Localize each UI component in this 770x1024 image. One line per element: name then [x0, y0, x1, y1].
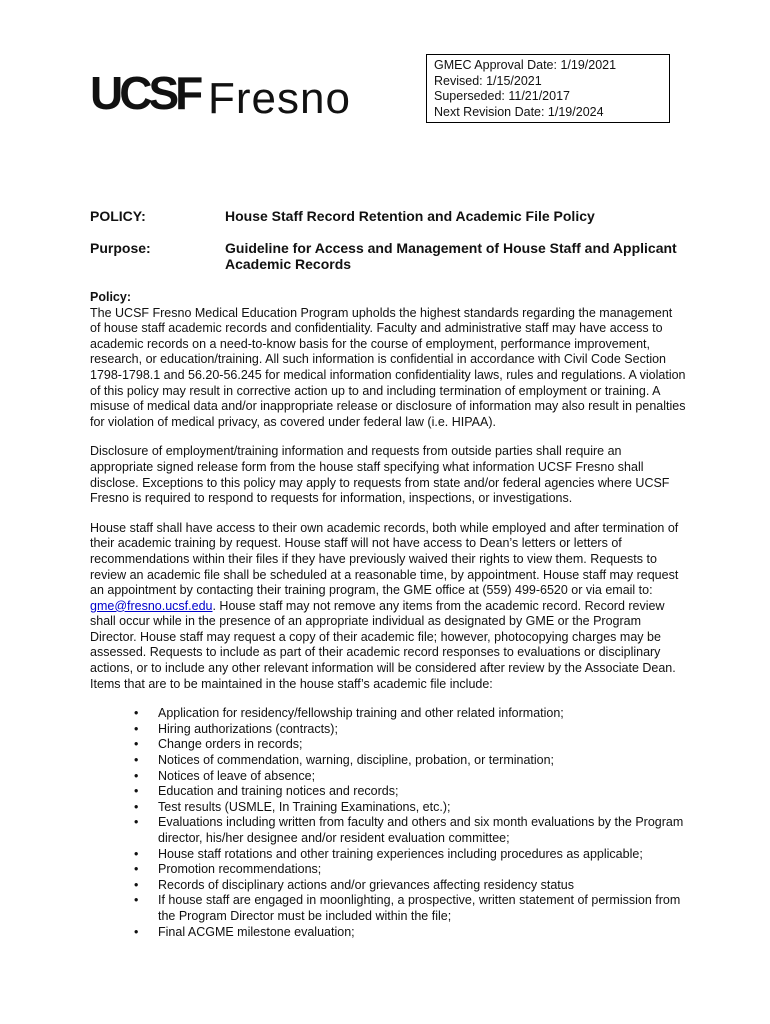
access-paragraph: [90, 521, 686, 693]
bullet-icon: •: [134, 924, 139, 939]
list-item-text: Notices of leave of absence;: [158, 768, 316, 783]
policy-text: The UCSF Fresno Medical Education Program upholds the highest standards regarding the management of house staff academic records and confidentiality. Faculty and administrative staff may have access to academic records on a need-to-know basis for the course of employment, performance improvement, research, or education/training. All such information is confidential in accordance with Civil Code Section 1798-1798.1 and 56.20-56.245 for medical information confidentiality laws, rules and regulations. A violation of this policy may result in corrective action up to and including termination of employment or training. A misuse of medical data and/or inappropriate release or disclosure of information may also result in penalties for violation of medical privacy, as covered under federal law (i.e. HIPAA).: [90, 305, 686, 429]
policy-label: POLICY:: [90, 208, 146, 224]
disclosure-paragraph: Disclosure of employment/training information and requests from outside parties shall require an appropriate signed release form from the house staff specifying what information UCSF Fresno shall disclose. Exceptions to this policy may apply to requests from state and/or federal agencies where UCSF Fresno is required to respond to requests for information, inspections, or investigations.: [90, 444, 670, 506]
list-item-text: Application for residency/fellowship training and other related information;: [158, 706, 564, 721]
policy-paragraph: [90, 290, 686, 430]
list-item: [90, 815, 686, 846]
policy-body: [90, 290, 686, 940]
revised-date: Revised: 1/15/2021: [434, 73, 542, 88]
bullet-icon: •: [134, 893, 139, 908]
list-item: [90, 800, 686, 816]
list-item-text: Education and training notices and records;: [158, 784, 399, 799]
list-item: [90, 878, 686, 894]
list-item: [90, 784, 686, 800]
list-item-text: Records of disciplinary actions and/or grievances affecting residency status: [158, 877, 574, 892]
logo-ucsf-wordmark: UCSF: [90, 67, 200, 119]
bullet-icon: •: [134, 706, 139, 721]
bullet-icon: •: [134, 815, 139, 830]
bullet-icon: •: [134, 721, 139, 736]
list-item: [90, 862, 686, 878]
bullet-icon: •: [134, 784, 139, 799]
policy-heading: Policy:: [90, 290, 131, 304]
bullet-icon: •: [134, 799, 139, 814]
bullet-icon: •: [134, 737, 139, 752]
list-item: [90, 722, 686, 738]
list-item: [90, 737, 686, 753]
list-item-text: Promotion recommendations;: [158, 862, 322, 877]
list-item: [90, 847, 686, 863]
list-item: [90, 753, 686, 769]
list-item-text: Hiring authorizations (contracts);: [158, 721, 338, 736]
access-text-part-1: House staff shall have access to their own academic records, both while employed and after termination of their academic training by request. House staff will not have access to Dean’s letters or letters of recommendations within their files if they have previously waived their rights to view them. Requests to review an academic file shall be scheduled at a reasonable time, by appointment. House staff may request an appointment by contacting their training program, the GME office at (559) 499-6520 or via email to:: [90, 520, 679, 598]
approval-dates-box: [426, 54, 670, 123]
bullet-icon: •: [134, 846, 139, 861]
gme-email-link[interactable]: gme@fresno.ucsf.edu: [90, 598, 213, 613]
bullet-icon: •: [134, 753, 139, 768]
bullet-icon: •: [134, 862, 139, 877]
list-item: [90, 925, 686, 941]
policy-title: House Staff Record Retention and Academic File Policy: [225, 208, 595, 224]
list-item-text: Change orders in records;: [158, 737, 303, 752]
list-item-text: Evaluations including written from faculty and others and six month evaluations by the Program director, his/her designee and/or resident evaluation committee;: [158, 815, 684, 845]
superseded-date: Superseded: 11/21/2017: [434, 89, 570, 103]
logo-fresno-wordmark: Fresno: [208, 74, 351, 123]
bullet-icon: •: [134, 768, 139, 783]
list-item: [90, 769, 686, 785]
academic-file-items-list: [90, 706, 686, 940]
bullet-icon: •: [134, 877, 139, 892]
list-item-text: Notices of commendation, warning, discipline, probation, or termination;: [158, 753, 555, 768]
ucsf-fresno-logo: [90, 66, 350, 126]
list-item: [90, 706, 686, 722]
purpose-label: Purpose:: [90, 240, 151, 256]
list-item-text: If house staff are engaged in moonlighting, a prospective, written statement of permission from the Program Director must be included within the file;: [158, 893, 681, 923]
list-item-text: Test results (USMLE, In Training Examinations, etc.);: [158, 799, 451, 814]
list-item-text: Final ACGME milestone evaluation;: [158, 924, 355, 939]
list-item-text: House staff rotations and other training experiences including procedures as applicable;: [158, 846, 643, 861]
list-item: [90, 893, 686, 924]
purpose-title: Guideline for Access and Management of House Staff and Applicant Academic Records: [225, 240, 677, 272]
next-revision-date: Next Revision Date: 1/19/2024: [434, 104, 604, 119]
gmec-approval-date: GMEC Approval Date: 1/19/2021: [434, 58, 617, 72]
access-text-part-2: . House staff may not remove any items from the academic record. Record review shall occur while in the presence of an appropriate individual as designated by GME or the Program Director. House staff may request a copy of their academic file; however, photocopying charges may be assessed. Requests to include as part of their academic record responses to evaluations or disciplinary actions, or to include any other relevant information will be considered after review by the Associate Dean. Items that are to be maintained in the house staff’s academic file include:: [90, 598, 676, 691]
